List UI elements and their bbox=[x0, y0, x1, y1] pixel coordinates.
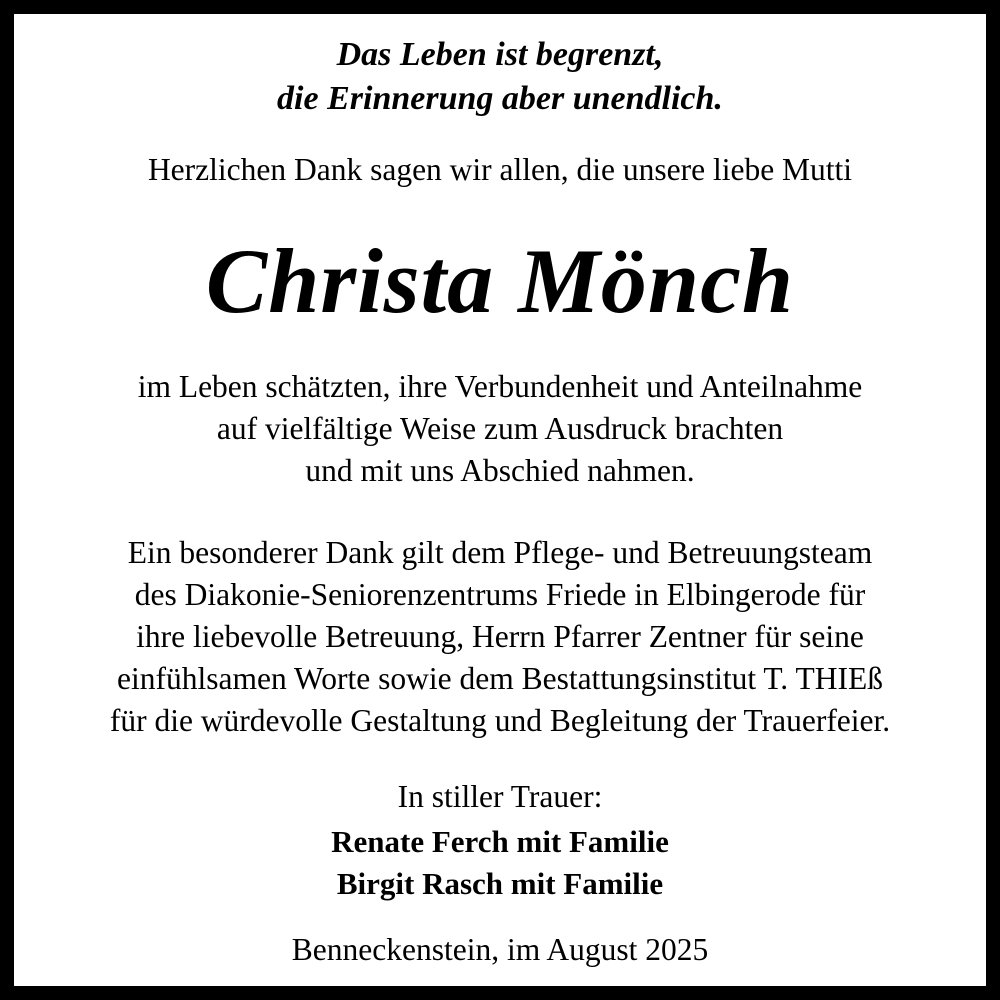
motto-line-1: Das Leben ist begrenzt, bbox=[336, 36, 664, 73]
special-thanks-line-1: Ein besonderer Dank gilt dem Pflege- und Betreuungsteam bbox=[127, 535, 873, 570]
intro-text: Herzlichen Dank sagen wir allen, die unsere liebe Mutti bbox=[147, 152, 853, 187]
special-thanks-line-3: ihre liebevolle Betreuung, Herrn Pfarrer Zentner für seine bbox=[136, 619, 864, 654]
signer-1: Renate Ferch mit Familie bbox=[331, 824, 669, 859]
signer-2: Birgit Rasch mit Familie bbox=[336, 866, 664, 901]
thanks-line-1: im Leben schätzten, ihre Verbundenheit und Anteilnahme bbox=[137, 369, 863, 404]
motto-line-2: die Erinnerung aber unendlich. bbox=[277, 80, 723, 117]
special-thanks-line-2: des Diakonie-Seniorenzentrums Friede in Elbingerode für bbox=[134, 577, 866, 612]
deceased-name: Christa Mönch bbox=[205, 230, 795, 332]
thanks-line-2: auf vielfältige Weise zum Ausdruck brachten bbox=[216, 411, 784, 446]
special-thanks-line-5: für die würdevolle Gestaltung und Begleitung der Trauerfeier. bbox=[109, 703, 891, 738]
special-thanks-line-4: einfühlsamen Worte sowie dem Bestattungsinstitut T. THIEß bbox=[117, 661, 883, 696]
mourning-label: In stiller Trauer: bbox=[397, 779, 603, 814]
place-date: Benneckenstein, im August 2025 bbox=[291, 932, 709, 967]
thanks-line-3: und mit uns Abschied nahmen. bbox=[305, 453, 695, 488]
